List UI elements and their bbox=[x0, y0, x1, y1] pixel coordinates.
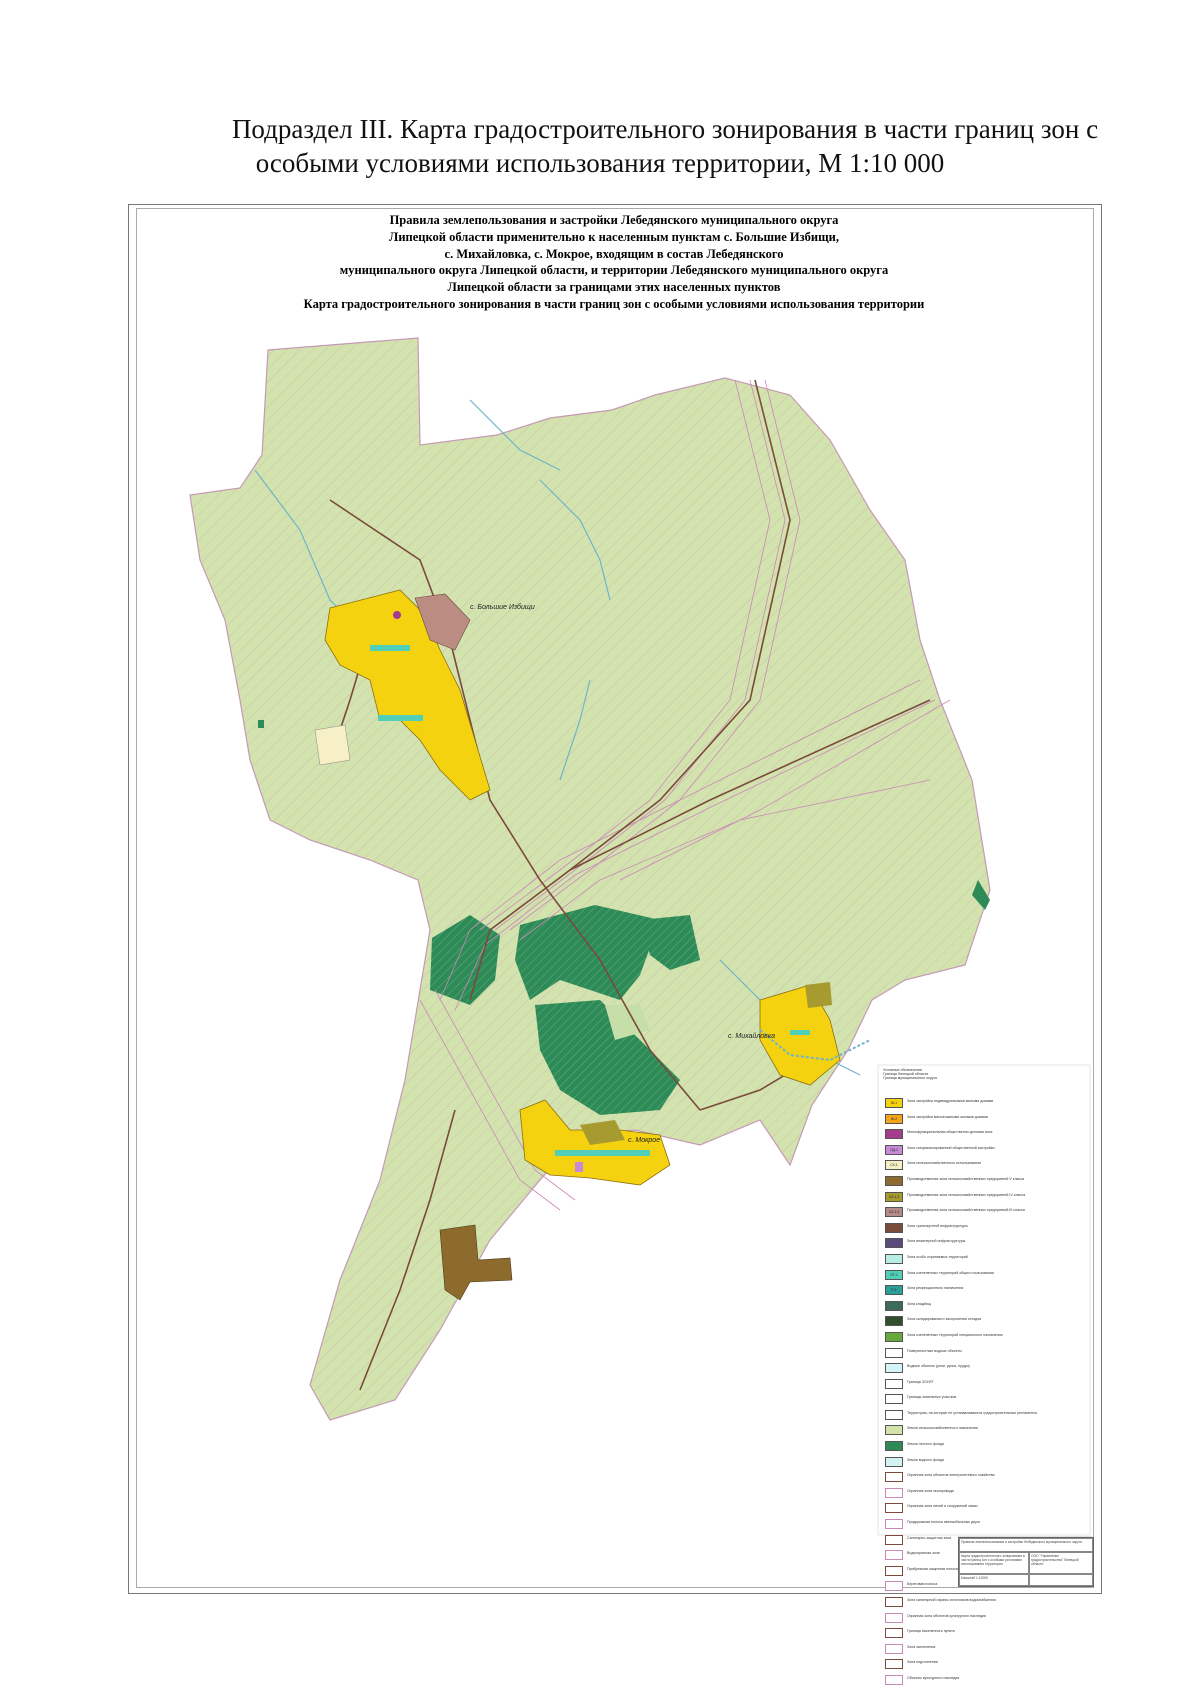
legend-item bbox=[883, 1205, 1088, 1221]
stamp-sheet-name: Карта градостроительного зонирования в части границ зон с особыми условиями использования территории bbox=[959, 1552, 1029, 1574]
legend-line-item bbox=[883, 1595, 1088, 1611]
legend-zone-list bbox=[883, 1096, 1088, 1470]
legend-label: Береговая полоса bbox=[907, 1582, 938, 1587]
legend-label: Земли водного фонда bbox=[907, 1457, 944, 1462]
legend-label: Границы земельных участков bbox=[907, 1395, 957, 1400]
legend-header-line: Граница муниципального округа bbox=[883, 1076, 937, 1081]
legend-line-item bbox=[883, 1517, 1088, 1533]
legend-swatch: СХ-1.3 bbox=[885, 1207, 903, 1217]
legend-label: Зона застройки малоэтажными жилыми домами bbox=[907, 1114, 988, 1119]
legend-label: Производственная зона сельскохозяйственных предприятий IV класса bbox=[907, 1192, 1026, 1197]
legend-swatch bbox=[885, 1457, 903, 1467]
legend-swatch bbox=[885, 1223, 903, 1233]
legend-swatch bbox=[885, 1238, 903, 1248]
legend-item bbox=[883, 1330, 1088, 1346]
legend-item bbox=[883, 1361, 1088, 1377]
legend-item bbox=[883, 1112, 1088, 1128]
legend-line-item bbox=[883, 1642, 1088, 1658]
legend-item bbox=[883, 1221, 1088, 1237]
legend-item bbox=[883, 1252, 1088, 1268]
legend-item bbox=[883, 1439, 1088, 1455]
map-title-line: Правила землепользования и застройки Лебедянского муниципального округа bbox=[389, 213, 839, 227]
legend-line-item bbox=[883, 1657, 1088, 1673]
map-title-line: Карта градостроительного зонирования в части границ зон с особыми условиями использования территории bbox=[303, 296, 925, 311]
legend-label: Водоохранная зона bbox=[907, 1551, 940, 1556]
legend-label: Охранная зона объектов электросетевого хозяйства bbox=[907, 1473, 995, 1478]
legend-label: Граница ЗОУИТ bbox=[907, 1379, 934, 1384]
production-zone bbox=[258, 720, 264, 728]
stamp-title: Правила землепользования и застройки Лебедянского муниципального округа bbox=[959, 1538, 1093, 1552]
legend-label: Санитарно-защитная зона bbox=[907, 1535, 952, 1540]
legend-line-swatch bbox=[885, 1550, 903, 1560]
legend-line-swatch bbox=[885, 1503, 903, 1513]
legend-label: Зона инженерной инфраструктуры bbox=[907, 1239, 966, 1244]
page-heading-line-1: Подраздел III. Карта градостроительного зонирования в части границ зон с bbox=[231, 114, 1099, 144]
legend-swatch: Ж-2 bbox=[885, 1114, 903, 1124]
legend-label: Земли сельскохозяйственного назначения bbox=[907, 1426, 978, 1431]
legend-line-swatch bbox=[885, 1472, 903, 1482]
legend-swatch bbox=[885, 1394, 903, 1404]
legend-swatch bbox=[885, 1129, 903, 1139]
legend-header-line: Условные обозначения bbox=[883, 1068, 922, 1072]
legend-item bbox=[883, 1377, 1088, 1393]
label-mokroe: с. Мокрое bbox=[628, 1137, 661, 1144]
legend-item bbox=[883, 1236, 1088, 1252]
legend-line-swatch bbox=[885, 1613, 903, 1623]
legend-swatch bbox=[885, 1379, 903, 1389]
legend-label: Производственная зона сельскохозяйственных предприятий V класса bbox=[907, 1176, 1025, 1181]
legend-line-swatch bbox=[885, 1566, 903, 1576]
legend-item bbox=[883, 1096, 1088, 1112]
legend-item bbox=[883, 1190, 1088, 1206]
legend-swatch: Р-1 bbox=[885, 1285, 903, 1295]
legend-swatch bbox=[885, 1254, 903, 1264]
stamp-empty-cell bbox=[1029, 1574, 1093, 1586]
legend-swatch bbox=[885, 1301, 903, 1311]
legend-swatch bbox=[885, 1425, 903, 1435]
label-mikhaylovka: с. Михайловка bbox=[728, 1033, 776, 1040]
legend-item bbox=[883, 1174, 1088, 1190]
production-zone bbox=[440, 1225, 512, 1300]
legend-label: Поверхностные водные объекты bbox=[907, 1348, 962, 1353]
legend-line-swatch bbox=[885, 1535, 903, 1545]
legend-swatch bbox=[885, 1176, 903, 1186]
legend-label: Придорожная полоса автомобильных дорог bbox=[907, 1520, 981, 1525]
legend-line-swatch bbox=[885, 1581, 903, 1591]
legend-label: Водные объекты (реки, ручьи, пруды) bbox=[907, 1364, 970, 1369]
map-title-line: Липецкой области применительно к населенным пунктам с. Большие Избищи, bbox=[389, 229, 839, 244]
legend-label: Объекты культурного наследия bbox=[907, 1675, 960, 1680]
legend-label: Прибрежная защитная полоса bbox=[907, 1566, 958, 1571]
legend-label: Охранная зона линий и сооружений связи bbox=[907, 1504, 978, 1509]
legend-label: Зона специализированной общественной застройки bbox=[907, 1145, 995, 1150]
legend-item bbox=[883, 1423, 1088, 1439]
legend-line-swatch bbox=[885, 1519, 903, 1529]
legend-swatch bbox=[885, 1348, 903, 1358]
legend-label: Зона складирования и захоронения отходов bbox=[907, 1317, 982, 1322]
legend-line-swatch bbox=[885, 1659, 903, 1669]
legend-label: Зона застройки индивидуальными жилыми домами bbox=[907, 1099, 994, 1103]
legend-label: Земли лесного фонда bbox=[907, 1442, 944, 1447]
stamp-organization: ООО "Управление градостроительства" Липецкой области bbox=[1029, 1552, 1093, 1574]
map-title-line: Липецкой области за границами этих населенных пунктов bbox=[447, 280, 781, 295]
legend-item bbox=[883, 1143, 1088, 1159]
legend-line-swatch bbox=[885, 1488, 903, 1498]
legend-label: Охранная зона газопровода bbox=[907, 1488, 954, 1493]
legend-line-item bbox=[883, 1611, 1088, 1627]
legend-swatch bbox=[885, 1363, 903, 1373]
legend-swatch: СХ-1.2 bbox=[885, 1192, 903, 1202]
legend-swatch: ОТ-1 bbox=[885, 1270, 903, 1280]
legend-item bbox=[883, 1299, 1088, 1315]
legend-item bbox=[883, 1158, 1088, 1174]
map-title-line: муниципального округа Липецкой области, и территории Лебедянского муниципального округа bbox=[339, 263, 889, 278]
legend-item bbox=[883, 1392, 1088, 1408]
legend-item bbox=[883, 1314, 1088, 1330]
legend-line-item bbox=[883, 1673, 1088, 1689]
legend-line-swatch bbox=[885, 1675, 903, 1685]
legend-swatch bbox=[885, 1441, 903, 1451]
legend-item bbox=[883, 1268, 1088, 1284]
legend-swatch bbox=[885, 1316, 903, 1326]
legend-label: Зона санитарной охраны источников водоснабжения bbox=[907, 1598, 996, 1602]
legend-item bbox=[883, 1408, 1088, 1424]
legend-swatch bbox=[885, 1332, 903, 1342]
legend-item bbox=[883, 1455, 1088, 1471]
legend-item bbox=[883, 1127, 1088, 1143]
legend-label: Зона кладбищ bbox=[907, 1301, 931, 1306]
legend-header bbox=[883, 1068, 1088, 1096]
stamp-scale: Масштаб 1:10000 bbox=[959, 1574, 1029, 1586]
legend-line-item bbox=[883, 1626, 1088, 1642]
legend-label: Зона подтопления bbox=[907, 1660, 938, 1665]
legend-label: Зона рекреационного назначения bbox=[907, 1286, 964, 1291]
legend-label: Зона озелененных территорий общего пользования bbox=[907, 1270, 994, 1275]
legend-item bbox=[883, 1283, 1088, 1299]
legend-item bbox=[883, 1346, 1088, 1362]
legend-line-item bbox=[883, 1470, 1088, 1486]
legend-label: Охранная зона объектов культурного наследия bbox=[907, 1613, 986, 1618]
legend-swatch bbox=[885, 1410, 903, 1420]
legend-label: Зона озелененных территорий специального назначения bbox=[907, 1332, 1003, 1337]
legend-label: Зона особо охраняемых территорий bbox=[907, 1254, 968, 1259]
legend-label: Производственная зона сельскохозяйственных предприятий III класса bbox=[907, 1208, 1025, 1213]
title-block-stamp bbox=[958, 1537, 1094, 1587]
legend-line-swatch bbox=[885, 1628, 903, 1638]
municipal-territory bbox=[190, 338, 990, 1420]
legend-swatch: ОД-1 bbox=[885, 1145, 903, 1155]
legend-label: Зона сельскохозяйственного использования bbox=[907, 1161, 982, 1166]
legend-label: Граница населенного пункта bbox=[907, 1629, 955, 1634]
legend-line-swatch bbox=[885, 1597, 903, 1607]
page-heading-line-2: особыми условиями использования территории, М 1:10 000 bbox=[255, 148, 945, 178]
map-title-line: с. Михайловка, с. Мокрое, входящим в состав Лебедянского bbox=[444, 246, 784, 261]
legend-label: Зона затопления bbox=[907, 1644, 936, 1649]
legend-header-line: Граница Липецкой области bbox=[883, 1072, 929, 1077]
legend-line-swatch bbox=[885, 1644, 903, 1654]
legend-label: Зона транспортной инфраструктуры bbox=[907, 1223, 968, 1228]
legend-line-item bbox=[883, 1486, 1088, 1502]
legend-line-item bbox=[883, 1501, 1088, 1517]
label-bolshie-izbishchi: с. Большие Избищи bbox=[470, 604, 535, 611]
legend-label: Территории, на которые не устанавливаются градостроительные регламенты bbox=[907, 1410, 1038, 1415]
legend-swatch: СХ-1 bbox=[885, 1160, 903, 1170]
legend bbox=[883, 1068, 1088, 1689]
legend-label: Многофункциональная общественно-деловая зона bbox=[907, 1130, 993, 1135]
legend-swatch: Ж-1 bbox=[885, 1098, 903, 1108]
